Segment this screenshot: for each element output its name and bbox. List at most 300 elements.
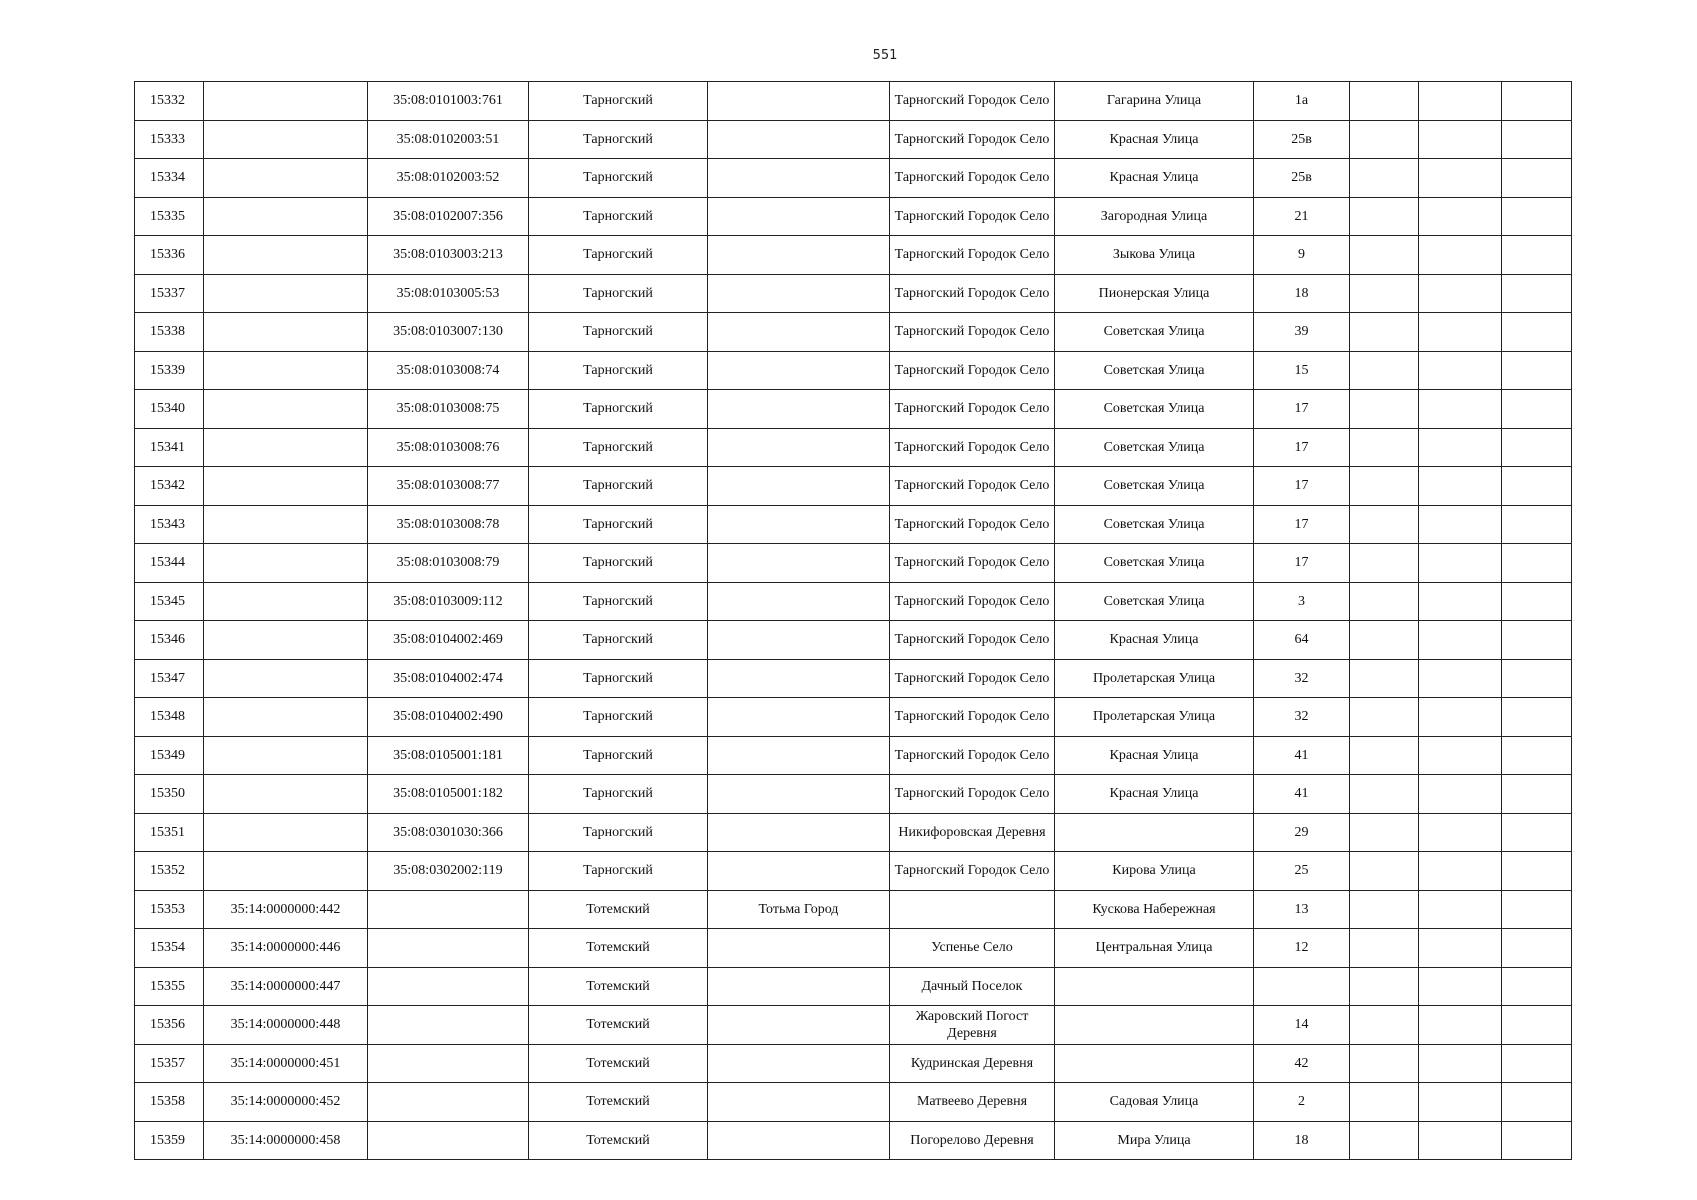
extra-cell-2 xyxy=(1419,428,1502,467)
table-row xyxy=(135,1044,1572,1083)
record-number-cell: 15348 xyxy=(135,698,204,737)
cadastral-number-cell xyxy=(204,467,368,506)
cadastral-number-cell: 35:14:0000000:451 xyxy=(204,1044,368,1083)
house-number-cell: 3 xyxy=(1254,582,1350,621)
extra-cell-2 xyxy=(1419,82,1502,121)
settlement-cell: Тарногский Городок Село xyxy=(890,852,1055,891)
settlement-cell: Тарногский Городок Село xyxy=(890,274,1055,313)
settlement-cell: Тарногский Городок Село xyxy=(890,505,1055,544)
house-number-cell: 14 xyxy=(1254,1006,1350,1045)
record-number-cell: 15336 xyxy=(135,236,204,275)
extra-cell-2 xyxy=(1419,313,1502,352)
extra-cell-3 xyxy=(1502,274,1572,313)
house-number-cell: 41 xyxy=(1254,775,1350,814)
extra-cell-3 xyxy=(1502,467,1572,506)
city-cell xyxy=(708,1083,890,1122)
extra-cell-3 xyxy=(1502,775,1572,814)
cadastral-number-cell xyxy=(204,659,368,698)
house-number-cell: 18 xyxy=(1254,274,1350,313)
extra-cell-2 xyxy=(1419,775,1502,814)
table-row xyxy=(135,929,1572,968)
street-cell xyxy=(1055,813,1254,852)
cadastral-number-alt-cell: 35:08:0101003:761 xyxy=(368,82,529,121)
street-cell: Пролетарская Улица xyxy=(1055,698,1254,737)
street-cell: Красная Улица xyxy=(1055,120,1254,159)
extra-cell-3 xyxy=(1502,736,1572,775)
extra-cell-2 xyxy=(1419,236,1502,275)
registry-table xyxy=(134,81,1572,1160)
extra-cell-2 xyxy=(1419,120,1502,159)
table-row xyxy=(135,1121,1572,1160)
district-cell: Тарногский xyxy=(529,467,708,506)
record-number-cell: 15339 xyxy=(135,351,204,390)
record-number-cell: 15351 xyxy=(135,813,204,852)
extra-cell-2 xyxy=(1419,698,1502,737)
cadastral-number-alt-cell: 35:08:0104002:490 xyxy=(368,698,529,737)
city-cell xyxy=(708,659,890,698)
street-cell: Пролетарская Улица xyxy=(1055,659,1254,698)
settlement-cell: Кудринская Деревня xyxy=(890,1044,1055,1083)
city-cell xyxy=(708,621,890,660)
table-row xyxy=(135,659,1572,698)
record-number-cell: 15345 xyxy=(135,582,204,621)
district-cell: Тарногский xyxy=(529,659,708,698)
cadastral-number-cell xyxy=(204,82,368,121)
extra-cell-1 xyxy=(1350,1083,1419,1122)
record-number-cell: 15346 xyxy=(135,621,204,660)
settlement-cell: Тарногский Городок Село xyxy=(890,582,1055,621)
extra-cell-2 xyxy=(1419,1006,1502,1045)
extra-cell-3 xyxy=(1502,505,1572,544)
cadastral-number-cell xyxy=(204,813,368,852)
house-number-cell: 15 xyxy=(1254,351,1350,390)
cadastral-number-cell: 35:14:0000000:442 xyxy=(204,890,368,929)
district-cell: Тарногский xyxy=(529,351,708,390)
street-cell: Советская Улица xyxy=(1055,351,1254,390)
extra-cell-2 xyxy=(1419,351,1502,390)
extra-cell-2 xyxy=(1419,1121,1502,1160)
district-cell: Тотемский xyxy=(529,1121,708,1160)
house-number-cell: 18 xyxy=(1254,1121,1350,1160)
street-cell: Мира Улица xyxy=(1055,1121,1254,1160)
table-row xyxy=(135,1083,1572,1122)
cadastral-number-alt-cell xyxy=(368,890,529,929)
cadastral-number-alt-cell: 35:08:0103008:75 xyxy=(368,390,529,429)
settlement-cell: Тарногский Городок Село xyxy=(890,313,1055,352)
cadastral-number-alt-cell xyxy=(368,967,529,1006)
extra-cell-1 xyxy=(1350,582,1419,621)
extra-cell-1 xyxy=(1350,236,1419,275)
settlement-cell: Матвеево Деревня xyxy=(890,1083,1055,1122)
record-number-cell: 15349 xyxy=(135,736,204,775)
house-number-cell: 29 xyxy=(1254,813,1350,852)
district-cell: Тарногский xyxy=(529,544,708,583)
city-cell xyxy=(708,1044,890,1083)
settlement-cell: Успенье Село xyxy=(890,929,1055,968)
district-cell: Тарногский xyxy=(529,852,708,891)
cadastral-number-cell xyxy=(204,544,368,583)
city-cell xyxy=(708,813,890,852)
house-number-cell: 1а xyxy=(1254,82,1350,121)
record-number-cell: 15343 xyxy=(135,505,204,544)
district-cell: Тарногский xyxy=(529,428,708,467)
extra-cell-1 xyxy=(1350,1006,1419,1045)
record-number-cell: 15357 xyxy=(135,1044,204,1083)
house-number-cell: 41 xyxy=(1254,736,1350,775)
city-cell xyxy=(708,698,890,737)
extra-cell-3 xyxy=(1502,1083,1572,1122)
settlement-cell: Тарногский Городок Село xyxy=(890,120,1055,159)
city-cell: Тотьма Город xyxy=(708,890,890,929)
settlement-cell: Тарногский Городок Село xyxy=(890,82,1055,121)
record-number-cell: 15347 xyxy=(135,659,204,698)
cadastral-number-cell: 35:14:0000000:446 xyxy=(204,929,368,968)
cadastral-number-alt-cell: 35:08:0103008:78 xyxy=(368,505,529,544)
house-number-cell: 39 xyxy=(1254,313,1350,352)
cadastral-number-cell xyxy=(204,351,368,390)
extra-cell-1 xyxy=(1350,813,1419,852)
extra-cell-1 xyxy=(1350,621,1419,660)
cadastral-number-cell xyxy=(204,428,368,467)
cadastral-number-alt-cell: 35:08:0103008:74 xyxy=(368,351,529,390)
record-number-cell: 15354 xyxy=(135,929,204,968)
cadastral-number-alt-cell: 35:08:0103005:53 xyxy=(368,274,529,313)
cadastral-number-cell xyxy=(204,390,368,429)
cadastral-number-alt-cell: 35:08:0104002:469 xyxy=(368,621,529,660)
city-cell xyxy=(708,274,890,313)
cadastral-number-cell xyxy=(204,736,368,775)
table-row xyxy=(135,159,1572,198)
cadastral-number-cell xyxy=(204,197,368,236)
record-number-cell: 15334 xyxy=(135,159,204,198)
extra-cell-2 xyxy=(1419,582,1502,621)
cadastral-number-alt-cell xyxy=(368,929,529,968)
cadastral-number-cell xyxy=(204,236,368,275)
extra-cell-3 xyxy=(1502,1006,1572,1045)
cadastral-number-cell: 35:14:0000000:452 xyxy=(204,1083,368,1122)
table-row xyxy=(135,390,1572,429)
cadastral-number-alt-cell: 35:08:0103007:130 xyxy=(368,313,529,352)
settlement-cell: Тарногский Городок Село xyxy=(890,390,1055,429)
settlement-cell: Тарногский Городок Село xyxy=(890,428,1055,467)
extra-cell-2 xyxy=(1419,736,1502,775)
settlement-cell: Никифоровская Деревня xyxy=(890,813,1055,852)
extra-cell-1 xyxy=(1350,120,1419,159)
cadastral-number-alt-cell: 35:08:0105001:181 xyxy=(368,736,529,775)
district-cell: Тотемский xyxy=(529,1083,708,1122)
district-cell: Тарногский xyxy=(529,236,708,275)
cadastral-number-alt-cell: 35:08:0104002:474 xyxy=(368,659,529,698)
record-number-cell: 15342 xyxy=(135,467,204,506)
street-cell: Зыкова Улица xyxy=(1055,236,1254,275)
settlement-cell: Погорелово Деревня xyxy=(890,1121,1055,1160)
street-cell: Загородная Улица xyxy=(1055,197,1254,236)
street-cell xyxy=(1055,967,1254,1006)
district-cell: Тарногский xyxy=(529,313,708,352)
record-number-cell: 15340 xyxy=(135,390,204,429)
cadastral-number-alt-cell: 35:08:0103008:79 xyxy=(368,544,529,583)
district-cell: Тарногский xyxy=(529,505,708,544)
extra-cell-2 xyxy=(1419,621,1502,660)
house-number-cell: 21 xyxy=(1254,197,1350,236)
cadastral-number-cell: 35:14:0000000:447 xyxy=(204,967,368,1006)
extra-cell-3 xyxy=(1502,659,1572,698)
extra-cell-2 xyxy=(1419,390,1502,429)
extra-cell-3 xyxy=(1502,428,1572,467)
street-cell: Садовая Улица xyxy=(1055,1083,1254,1122)
house-number-cell xyxy=(1254,967,1350,1006)
settlement-cell: Тарногский Городок Село xyxy=(890,621,1055,660)
district-cell: Тарногский xyxy=(529,582,708,621)
cadastral-number-alt-cell: 35:08:0102003:51 xyxy=(368,120,529,159)
table-row xyxy=(135,428,1572,467)
extra-cell-2 xyxy=(1419,159,1502,198)
settlement-cell: Дачный Поселок xyxy=(890,967,1055,1006)
cadastral-number-cell xyxy=(204,621,368,660)
district-cell: Тарногский xyxy=(529,621,708,660)
house-number-cell: 17 xyxy=(1254,467,1350,506)
settlement-cell: Тарногский Городок Село xyxy=(890,467,1055,506)
district-cell: Тарногский xyxy=(529,197,708,236)
house-number-cell: 17 xyxy=(1254,390,1350,429)
extra-cell-3 xyxy=(1502,582,1572,621)
street-cell: Красная Улица xyxy=(1055,621,1254,660)
extra-cell-2 xyxy=(1419,197,1502,236)
settlement-cell: Тарногский Городок Село xyxy=(890,659,1055,698)
extra-cell-3 xyxy=(1502,159,1572,198)
settlement-cell: Тарногский Городок Село xyxy=(890,351,1055,390)
city-cell xyxy=(708,929,890,968)
table-row xyxy=(135,197,1572,236)
extra-cell-1 xyxy=(1350,775,1419,814)
extra-cell-2 xyxy=(1419,890,1502,929)
extra-cell-3 xyxy=(1502,390,1572,429)
street-cell: Красная Улица xyxy=(1055,736,1254,775)
table-row xyxy=(135,505,1572,544)
extra-cell-2 xyxy=(1419,967,1502,1006)
city-cell xyxy=(708,82,890,121)
settlement-cell: Жаровский Погост Деревня xyxy=(890,1006,1055,1045)
table-body xyxy=(135,82,1572,1160)
city-cell xyxy=(708,1121,890,1160)
extra-cell-1 xyxy=(1350,890,1419,929)
extra-cell-2 xyxy=(1419,1044,1502,1083)
record-number-cell: 15337 xyxy=(135,274,204,313)
district-cell: Тарногский xyxy=(529,813,708,852)
extra-cell-3 xyxy=(1502,351,1572,390)
city-cell xyxy=(708,736,890,775)
extra-cell-3 xyxy=(1502,621,1572,660)
extra-cell-1 xyxy=(1350,544,1419,583)
extra-cell-1 xyxy=(1350,197,1419,236)
cadastral-number-cell: 35:14:0000000:458 xyxy=(204,1121,368,1160)
cadastral-number-alt-cell xyxy=(368,1006,529,1045)
record-number-cell: 15356 xyxy=(135,1006,204,1045)
street-cell: Советская Улица xyxy=(1055,505,1254,544)
city-cell xyxy=(708,313,890,352)
table-row xyxy=(135,120,1572,159)
street-cell xyxy=(1055,1006,1254,1045)
table-row xyxy=(135,1006,1572,1045)
street-cell: Советская Улица xyxy=(1055,428,1254,467)
table-row xyxy=(135,274,1572,313)
cadastral-number-alt-cell: 35:08:0103008:76 xyxy=(368,428,529,467)
city-cell xyxy=(708,544,890,583)
record-number-cell: 15333 xyxy=(135,120,204,159)
cadastral-number-cell xyxy=(204,775,368,814)
settlement-cell: Тарногский Городок Село xyxy=(890,736,1055,775)
extra-cell-2 xyxy=(1419,929,1502,968)
table-row xyxy=(135,852,1572,891)
extra-cell-3 xyxy=(1502,852,1572,891)
settlement-cell: Тарногский Городок Село xyxy=(890,236,1055,275)
street-cell: Советская Улица xyxy=(1055,467,1254,506)
extra-cell-2 xyxy=(1419,544,1502,583)
extra-cell-1 xyxy=(1350,1044,1419,1083)
extra-cell-1 xyxy=(1350,467,1419,506)
district-cell: Тарногский xyxy=(529,274,708,313)
city-cell xyxy=(708,159,890,198)
cadastral-number-cell xyxy=(204,505,368,544)
settlement-cell: Тарногский Городок Село xyxy=(890,775,1055,814)
district-cell: Тарногский xyxy=(529,775,708,814)
table-row xyxy=(135,236,1572,275)
cadastral-number-cell xyxy=(204,313,368,352)
district-cell: Тотемский xyxy=(529,1044,708,1083)
record-number-cell: 15335 xyxy=(135,197,204,236)
cadastral-number-cell xyxy=(204,120,368,159)
street-cell: Советская Улица xyxy=(1055,582,1254,621)
street-cell: Пионерская Улица xyxy=(1055,274,1254,313)
house-number-cell: 25в xyxy=(1254,120,1350,159)
settlement-cell: Тарногский Городок Село xyxy=(890,544,1055,583)
extra-cell-3 xyxy=(1502,929,1572,968)
record-number-cell: 15355 xyxy=(135,967,204,1006)
extra-cell-3 xyxy=(1502,890,1572,929)
table-row xyxy=(135,351,1572,390)
cadastral-number-alt-cell: 35:08:0301030:366 xyxy=(368,813,529,852)
extra-cell-1 xyxy=(1350,505,1419,544)
extra-cell-3 xyxy=(1502,813,1572,852)
cadastral-number-cell: 35:14:0000000:448 xyxy=(204,1006,368,1045)
cadastral-number-alt-cell: 35:08:0103003:213 xyxy=(368,236,529,275)
city-cell xyxy=(708,120,890,159)
record-number-cell: 15338 xyxy=(135,313,204,352)
table-row xyxy=(135,698,1572,737)
extra-cell-2 xyxy=(1419,505,1502,544)
house-number-cell: 12 xyxy=(1254,929,1350,968)
city-cell xyxy=(708,582,890,621)
house-number-cell: 2 xyxy=(1254,1083,1350,1122)
street-cell: Кускова Набережная xyxy=(1055,890,1254,929)
district-cell: Тарногский xyxy=(529,698,708,737)
extra-cell-2 xyxy=(1419,852,1502,891)
table-row xyxy=(135,82,1572,121)
district-cell: Тарногский xyxy=(529,120,708,159)
record-number-cell: 15341 xyxy=(135,428,204,467)
city-cell xyxy=(708,505,890,544)
extra-cell-1 xyxy=(1350,274,1419,313)
house-number-cell: 9 xyxy=(1254,236,1350,275)
extra-cell-3 xyxy=(1502,1121,1572,1160)
settlement-cell: Тарногский Городок Село xyxy=(890,197,1055,236)
city-cell xyxy=(708,852,890,891)
extra-cell-3 xyxy=(1502,1044,1572,1083)
extra-cell-3 xyxy=(1502,82,1572,121)
street-cell: Гагарина Улица xyxy=(1055,82,1254,121)
city-cell xyxy=(708,351,890,390)
street-cell: Центральная Улица xyxy=(1055,929,1254,968)
house-number-cell: 17 xyxy=(1254,544,1350,583)
record-number-cell: 15359 xyxy=(135,1121,204,1160)
settlement-cell xyxy=(890,890,1055,929)
extra-cell-1 xyxy=(1350,390,1419,429)
city-cell xyxy=(708,236,890,275)
table-row xyxy=(135,467,1572,506)
house-number-cell: 64 xyxy=(1254,621,1350,660)
extra-cell-1 xyxy=(1350,1121,1419,1160)
cadastral-number-alt-cell: 35:08:0102007:356 xyxy=(368,197,529,236)
house-number-cell: 25в xyxy=(1254,159,1350,198)
extra-cell-3 xyxy=(1502,236,1572,275)
extra-cell-2 xyxy=(1419,467,1502,506)
record-number-cell: 15352 xyxy=(135,852,204,891)
table-row xyxy=(135,544,1572,583)
extra-cell-3 xyxy=(1502,120,1572,159)
extra-cell-3 xyxy=(1502,544,1572,583)
extra-cell-2 xyxy=(1419,813,1502,852)
city-cell xyxy=(708,390,890,429)
table-row xyxy=(135,313,1572,352)
street-cell xyxy=(1055,1044,1254,1083)
city-cell xyxy=(708,1006,890,1045)
extra-cell-2 xyxy=(1419,1083,1502,1122)
record-number-cell: 15358 xyxy=(135,1083,204,1122)
district-cell: Тарногский xyxy=(529,159,708,198)
house-number-cell: 25 xyxy=(1254,852,1350,891)
settlement-cell: Тарногский Городок Село xyxy=(890,159,1055,198)
extra-cell-2 xyxy=(1419,659,1502,698)
city-cell xyxy=(708,775,890,814)
cadastral-number-alt-cell xyxy=(368,1121,529,1160)
city-cell xyxy=(708,428,890,467)
district-cell: Тарногский xyxy=(529,736,708,775)
district-cell: Тарногский xyxy=(529,390,708,429)
table-row xyxy=(135,736,1572,775)
house-number-cell: 17 xyxy=(1254,428,1350,467)
extra-cell-3 xyxy=(1502,313,1572,352)
record-number-cell: 15344 xyxy=(135,544,204,583)
city-cell xyxy=(708,467,890,506)
table-row xyxy=(135,813,1572,852)
house-number-cell: 32 xyxy=(1254,698,1350,737)
extra-cell-1 xyxy=(1350,929,1419,968)
cadastral-number-alt-cell xyxy=(368,1083,529,1122)
extra-cell-1 xyxy=(1350,313,1419,352)
extra-cell-3 xyxy=(1502,197,1572,236)
house-number-cell: 13 xyxy=(1254,890,1350,929)
extra-cell-1 xyxy=(1350,852,1419,891)
extra-cell-2 xyxy=(1419,274,1502,313)
house-number-cell: 32 xyxy=(1254,659,1350,698)
cadastral-number-alt-cell: 35:08:0103009:112 xyxy=(368,582,529,621)
street-cell: Красная Улица xyxy=(1055,159,1254,198)
cadastral-number-cell xyxy=(204,582,368,621)
house-number-cell: 17 xyxy=(1254,505,1350,544)
page-number: 551 xyxy=(872,48,898,63)
record-number-cell: 15332 xyxy=(135,82,204,121)
table-row xyxy=(135,582,1572,621)
